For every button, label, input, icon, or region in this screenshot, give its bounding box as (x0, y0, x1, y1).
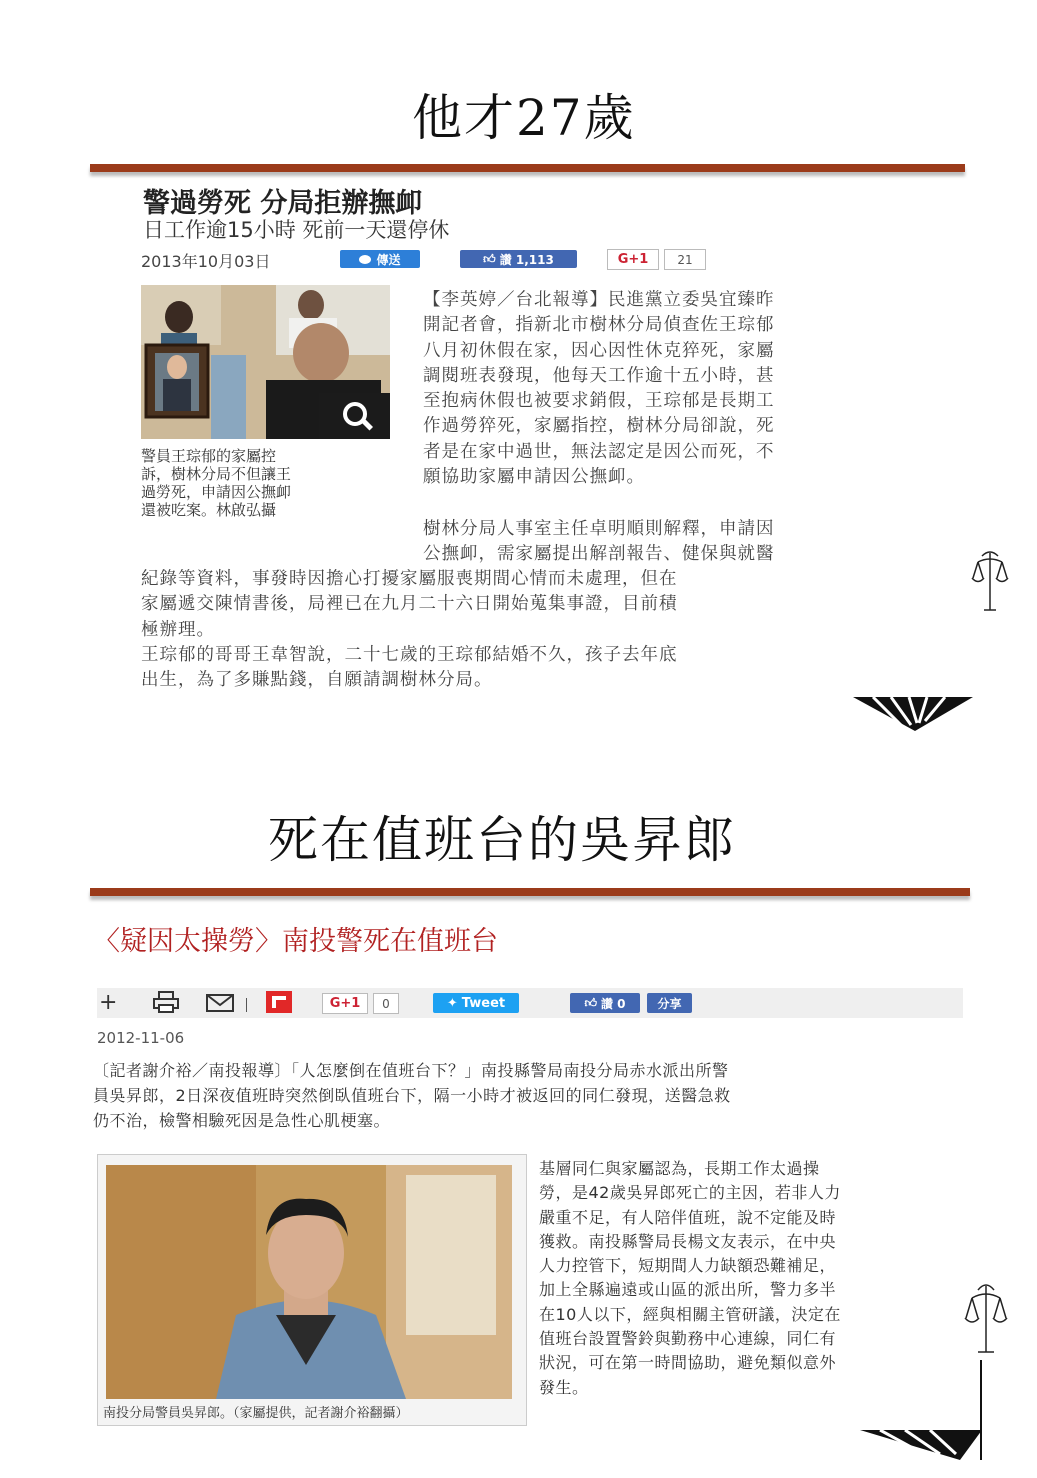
article1-headline: 警過勞死 分局拒辦撫卹 (143, 188, 423, 219)
mail-icon[interactable] (206, 994, 234, 1012)
ornament-decoration (853, 697, 973, 731)
article1-subheadline: 日工作逾15小時 死前一天還停休 (143, 218, 450, 242)
scales-of-justice-icon (970, 548, 1010, 618)
tweet-button[interactable]: ✦ Tweet (433, 993, 519, 1013)
thumbs-up-icon: 👍︎ (584, 995, 597, 1010)
scales-of-justice-icon (964, 1280, 1008, 1360)
article1-paragraph-top: 【李英婷／台北報導】民進黨立委吳宜臻昨 開記者會，指新北市樹林分局偵查佐王琮郁 八月初休假在家，因心因性休克猝死，家屬 調閱班表發現，他每天工作逾十五小時，甚 至抱病休假也被要求銷假，王琮郁是長期工 作過勞猝死，家屬指控，樹林分局卻說，死 者是在家中過世，無法認定是因公而死，不 願協助家屬申請因公撫卹。 (423, 290, 775, 488)
article1-date: 2013年10月03日 (141, 252, 271, 271)
flipboard-icon[interactable] (266, 991, 292, 1013)
facebook-share-button[interactable]: 分享 (647, 993, 692, 1013)
article1-paragraph-full: 紀錄等資料，事發時因擔心打擾家屬服喪期間心情而未處理，但在 家屬遞交陳情書後，局裡已在九月二十六日開始蒐集事證，目前積 極辦理。 王琮郁的哥哥王韋智說，二十七歲的王琮郁結婚不久，孩子去年底 出生，為了多賺點錢，自願請調樹林分局。 (141, 569, 678, 691)
article1-paragraph-mid: 樹林分局人事室主任卓明順則解釋，申請因 公撫卹，需家屬提出解剖報告、健保與就醫 (423, 519, 775, 565)
facebook-like-button-2[interactable]: 👍︎ 讚 0 (570, 993, 640, 1013)
section2-title: 死在值班台的吳昇郎 (268, 811, 736, 869)
ornament-decoration (860, 1430, 982, 1460)
facebook-like-button[interactable]: 👍︎ 讚 1,113 (460, 250, 577, 268)
gplus-count-2: 0 (373, 993, 399, 1014)
section1-divider (90, 164, 965, 172)
article2-paragraph-top: 〔記者謝介裕／南投報導〕「人怎麼倒在值班台下？」南投縣警局南投分局赤水派出所警 員吳昇郎，2日深夜值班時突然倒臥值班台下，隔一小時才被返回的同仁發現，送醫急救 仍不治，檢警相驗死因是急性心肌梗塞。 (93, 1061, 731, 1130)
plus-icon[interactable]: + (99, 990, 118, 1015)
messenger-icon (359, 255, 371, 264)
article1-photo (141, 285, 390, 439)
article2-photo-frame (97, 1154, 527, 1426)
gplus-button[interactable]: G+1 (607, 249, 659, 270)
article2-photo-caption: 南投分局警員吳昇郎。（家屬提供，記者謝介裕翻攝） (103, 1406, 409, 1421)
article2-date: 2012-11-06 (97, 1029, 185, 1047)
section2-divider (90, 888, 970, 896)
twitter-bird-icon: ✦ (446, 995, 458, 1011)
article1-photo-caption: 警員王琮郁的家屬控 訴，樹林分局不但讓王 過勞死，申請因公撫卹 還被吃案。林啟弘攝 (141, 447, 292, 519)
print-icon[interactable] (152, 991, 180, 1013)
messenger-send-button[interactable]: 傳送 (340, 250, 420, 268)
gplus-count: 21 (664, 249, 706, 270)
thumbs-up-icon: 👍︎ (483, 251, 496, 266)
gplus-button-2[interactable]: G+1 (322, 993, 368, 1014)
section1-title: 他才27歲 (412, 89, 636, 147)
article2-headline: 〈疑因太操勞〉南投警死在值班台 (93, 926, 498, 957)
zoom-button[interactable] (319, 393, 390, 439)
article2-photo (106, 1165, 512, 1399)
article2-paragraph-side: 基層同仁與家屬認為，長期工作太過操 勞，是42歲吳昇郎死亡的主因，若非人力 嚴重不足，有人陪伴值班，說不定能及時 獲救。南投縣警局長楊文友表示，在中央 人力控管下，短期間人力缺額恐難補足， 加上全縣遍遠或山區的派出所，警力多半 在10人以下，經與相關主管研議，決定在 值班台設置警鈴與勤務中心連線，同仁有 狀況，可在第一時間協助，避免類似意外 發生。 (539, 1159, 841, 1397)
